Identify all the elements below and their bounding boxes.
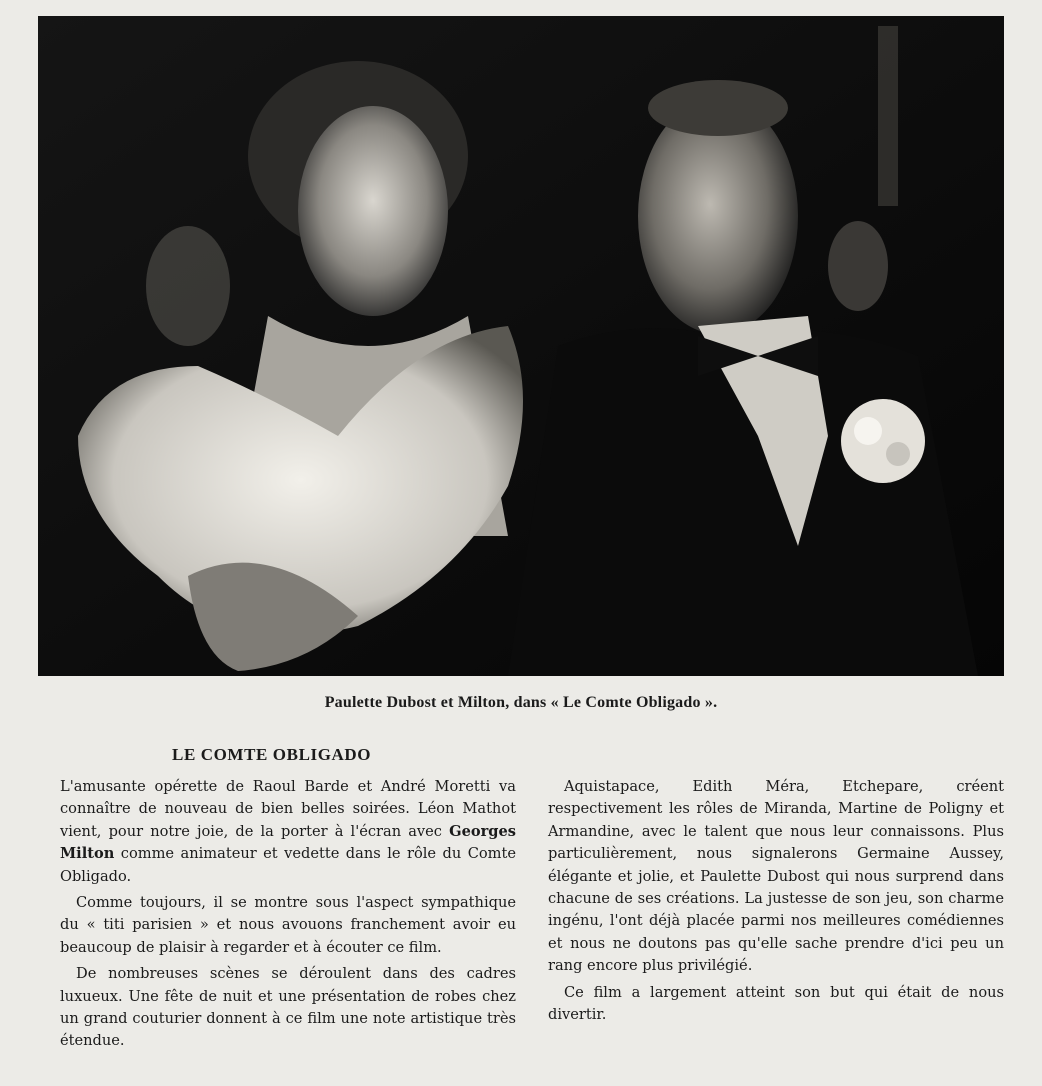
article-column-right bbox=[548, 776, 1004, 1030]
paragraph: De nombreuses scènes se déroulent dans des cadres luxueux. Une fête de nuit et une présentation de robes chez un grand couturier donnent à ce film une note artistique très étendue. bbox=[60, 965, 516, 1050]
article-column-left bbox=[60, 776, 516, 1057]
paragraph: Ce film a largement atteint son but qui était de nous divertir. bbox=[548, 983, 1004, 1024]
bold-name: Georges Milton bbox=[60, 822, 516, 863]
paragraph: Aquistapace, Edith Méra, Etchepare, créent respectivement les rôles de Miranda, Martine de Poligny et Armandine, avec le talent que nous leur connaissons. Plus particulièrement, nous signalerons Germaine Aussey, élégante et jolie, et Paulette Dubost qui nous surprend dans chacune de ses créations. La justesse de son jeu, son charme ingénu, l'ont déjà placée parmi nos meilleures comédiennes et nous ne doutons pas qu'elle sache prendre d'ici peu un rang encore plus privilégié. bbox=[548, 778, 1004, 975]
photo-caption: Paulette Dubost et Milton, dans « Le Comte Obligado ». bbox=[324, 694, 718, 711]
name-text: Germaine Aussey bbox=[857, 845, 1000, 863]
article-title: LE COMTE OBLIGADO bbox=[172, 745, 372, 764]
photo-illustration bbox=[38, 16, 1004, 676]
paragraph: Comme toujours, il se montre sous l'aspect sympathique du « titi parisien » et nous avouons franchement avoir eu beaucoup de plaisir à regarder et à écouter ce film. bbox=[60, 894, 516, 956]
paragraph: L'amusante opérette de Raoul Barde et André Moretti va connaître de nouveau de bien belles soirées. Léon Mathot vient, pour notre joie, de la porter à l'écran avec Georges Milton comme animateur et vedette dans le rôle du Comte Obligado. bbox=[60, 778, 516, 885]
film-still-photo bbox=[38, 16, 1004, 676]
